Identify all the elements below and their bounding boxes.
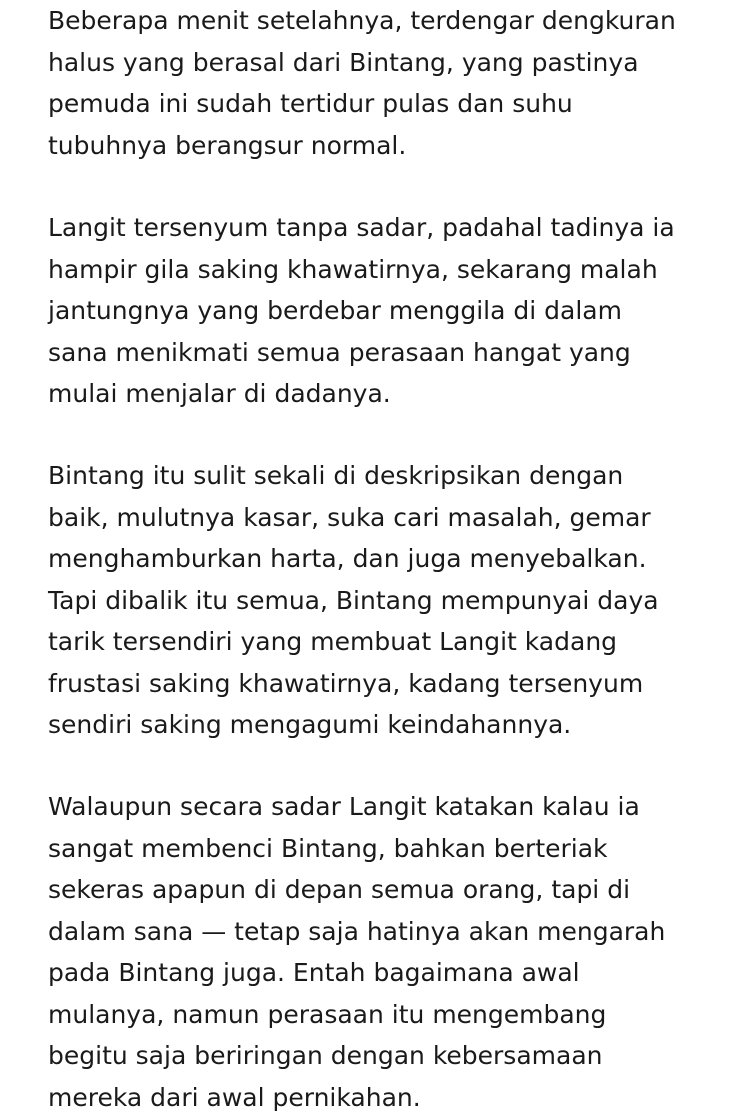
paragraph-1 <box>48 0 676 166</box>
text-line: mulai menjalar di dadanya. <box>48 373 675 415</box>
paragraph-3 <box>48 455 659 746</box>
text-line: Tapi dibalik itu semua, Bintang mempunyai daya <box>48 580 659 622</box>
text-line: tarik tersendiri yang membuat Langit kadang <box>48 621 659 663</box>
text-line: Langit tersenyum tanpa sadar, padahal tadinya ia <box>48 207 675 249</box>
text-line: mulanya, namun perasaan itu mengembang <box>48 994 665 1036</box>
text-line: hampir gila saking khawatirnya, sekarang malah <box>48 249 675 291</box>
text-line: pada Bintang juga. Entah bagaimana awal <box>48 952 665 994</box>
text-line: Beberapa menit setelahnya, terdengar dengkuran <box>48 0 676 42</box>
text-line: mereka dari awal pernikahan. <box>48 1077 665 1118</box>
text-line: Bintang itu sulit sekali di deskripsikan dengan <box>48 455 659 497</box>
text-line: pemuda ini sudah tertidur pulas dan suhu <box>48 83 676 125</box>
text-line: begitu saja beriringan dengan kebersamaan <box>48 1035 665 1077</box>
text-line: halus yang berasal dari Bintang, yang pastinya <box>48 42 676 84</box>
paragraph-4 <box>48 786 665 1118</box>
text-line: menghamburkan harta, dan juga menyebalkan. <box>48 538 659 580</box>
text-line: Walaupun secara sadar Langit katakan kalau ia <box>48 786 665 828</box>
text-line: sekeras apapun di depan semua orang, tapi di <box>48 869 665 911</box>
text-line: baik, mulutnya kasar, suka cari masalah, gemar <box>48 497 659 539</box>
text-line: jantungnya yang berdebar menggila di dalam <box>48 290 675 332</box>
text-line: frustasi saking khawatirnya, kadang tersenyum <box>48 663 659 705</box>
text-line: sangat membenci Bintang, bahkan berteriak <box>48 828 665 870</box>
text-line: dalam sana — tetap saja hatinya akan mengarah <box>48 911 665 953</box>
paragraph-2 <box>48 207 675 415</box>
text-line: tubuhnya berangsur normal. <box>48 125 676 167</box>
text-line: sendiri saking mengagumi keindahannya. <box>48 704 659 746</box>
text-line: sana menikmati semua perasaan hangat yang <box>48 332 675 374</box>
